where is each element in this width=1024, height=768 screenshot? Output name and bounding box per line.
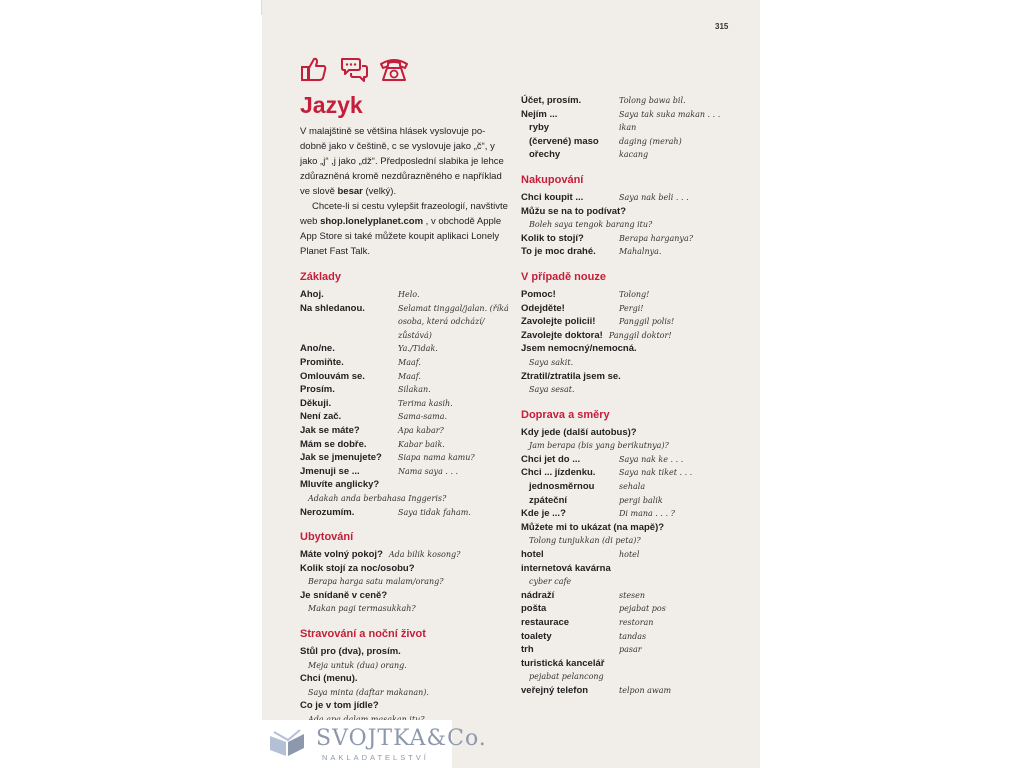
phrase-malay: Adakah anda berbahasa Inggeris?: [308, 493, 447, 503]
phrase-line: [521, 426, 743, 440]
phrase-czech: ryby: [529, 122, 550, 134]
intro-text: lehce zdůrazněná kromě nezdůrazněného e: [300, 156, 504, 182]
phrase-malay: pejabat pos: [619, 604, 666, 614]
phrase-czech: Kolik to stojí?: [521, 232, 584, 244]
phrase-line: [300, 699, 512, 713]
phrase-line: [521, 342, 743, 356]
phrase-entry: [521, 684, 743, 698]
phrase-czech: Mluvíte anglicky?: [300, 479, 380, 491]
phrase-malay: Nama saya . . .: [398, 466, 459, 476]
phrase-czech: restaurace: [521, 617, 570, 628]
phrase-czech: internetová kavárna: [521, 562, 611, 574]
phrase-malay: Makan pagi termasukkah?: [308, 604, 416, 614]
phrase-malay: Pergi!: [619, 303, 644, 313]
phrase-entry: [300, 548, 512, 562]
phrase-malay: tandas: [619, 631, 647, 641]
phrase-malay: Ya./Tidak.: [398, 344, 438, 354]
phrase-entry: [521, 480, 743, 494]
phrase-malay: Saya sesat.: [529, 385, 575, 395]
phrase-czech: jednosměrnou: [529, 481, 595, 493]
phrase-czech: Na shledanou.: [300, 302, 365, 314]
phrase-entry: [521, 232, 743, 246]
phrase-czech: pošta: [521, 603, 547, 615]
page-number: 315: [715, 22, 729, 31]
phrase-czech: Nerozumím.: [300, 506, 355, 518]
page-title: Jazyk: [300, 92, 363, 118]
phrase-entry: [300, 451, 512, 465]
phrase-malay: pejabat pelancong: [529, 672, 604, 682]
phrase-czech: Prosím.: [300, 384, 335, 396]
phrase-malay: Tolong tunjukkan (di peta)?: [529, 536, 641, 546]
phrase-line: [521, 657, 743, 671]
phrase-czech: Děkuji.: [300, 397, 332, 409]
phrase-czech: Kde je ...?: [521, 508, 566, 520]
phrase-line: [521, 205, 743, 219]
phrase-malay: Maaf.: [398, 371, 421, 381]
phrase-czech: Pomoc!: [521, 288, 556, 300]
phrase-list-right: [521, 94, 743, 698]
phrase-list-left: [300, 270, 512, 727]
section-heading: Doprava a směry: [521, 408, 610, 421]
intro-bold-term: shop.lonelyplanet.com: [320, 216, 424, 227]
section-heading: Základy: [300, 271, 341, 283]
phrase-entry: [521, 589, 743, 603]
phrase-malay: Saya tak suka makan . . .: [619, 109, 721, 119]
phrase-entry: [521, 521, 743, 548]
phrase-entry: [521, 302, 743, 316]
phrase-entry: [300, 424, 512, 438]
phrase-entry: [521, 657, 743, 684]
phrase-entry: [300, 302, 512, 343]
phrase-malay: Saya nak beli . . .: [619, 192, 689, 202]
phrase-entry: [300, 410, 512, 424]
section-heading: Nakupování: [521, 173, 584, 186]
phrase-czech: trh: [521, 644, 534, 656]
phrase-malay: Berapa harga satu malam/orang?: [308, 577, 444, 587]
phrase-entry: [521, 426, 743, 453]
publisher-name: SVOJTKA&Co.: [316, 726, 487, 751]
phrase-malay: Saya nak ke . . .: [619, 454, 684, 464]
phrase-malay: Silakan.: [398, 385, 431, 395]
column-right: [521, 94, 743, 698]
phrase-czech: Ano/ne.: [300, 343, 335, 355]
phrase-malay: Helo.: [398, 290, 420, 299]
phrase-entry: [521, 630, 743, 644]
phrase-czech: To je moc drahé.: [521, 246, 596, 258]
phrase-malay: sehala: [619, 482, 646, 492]
phrase-malay: Saya minta (daftar makanan).: [308, 687, 429, 697]
phrase-malay: Di mana . . . ?: [619, 509, 675, 519]
phrase-entry: [521, 94, 743, 108]
intro-text: navštivte web: [300, 201, 508, 227]
phrase-line: [300, 562, 512, 576]
phrase-entry: [521, 507, 743, 521]
phrase-entry: [521, 108, 743, 122]
phrase-czech: Mám se dobře.: [300, 438, 367, 450]
speech-bubbles-icon: [339, 54, 369, 84]
phrase-line: [300, 478, 512, 492]
phrase-malay: stesen: [619, 590, 646, 600]
phrase-malay: pergi balik: [619, 495, 663, 505]
phrase-czech: Chci (menu).: [300, 673, 358, 685]
phrase-malay: Sama-sama.: [398, 412, 448, 422]
phrase-entry: [300, 478, 512, 505]
phrase-malay: Mahalnya.: [619, 247, 662, 257]
phrase-entry: [521, 205, 743, 232]
intro-paragraph: [300, 124, 512, 199]
phrase-malay: Terima kasih.: [398, 398, 453, 408]
phrase-entry: [300, 672, 512, 699]
section-heading: V případě nouze: [521, 270, 606, 283]
intro-bold-term: besar: [337, 186, 363, 197]
phrase-malay: Saya tidak faham.: [398, 507, 471, 517]
phrase-malay: Kabar baik.: [398, 439, 445, 449]
phrase-czech: nádraží: [521, 589, 555, 601]
phrase-malay: Apa kabar?: [398, 425, 444, 435]
phrase-czech: Odejděte!: [521, 302, 565, 314]
phrase-entry: [521, 121, 743, 135]
intro-text: dobně jako v češtině, c se vyslovuje jako „č“,: [300, 141, 488, 152]
phrase-malay: ikan: [619, 123, 637, 133]
phrase-entry: [521, 288, 743, 302]
phrase-czech: Máte volný pokoj?: [300, 549, 383, 561]
phrase-czech: Chci ... jízdenku.: [521, 467, 596, 479]
intro-paragraph-app: [300, 199, 512, 259]
phrase-entry: [300, 589, 512, 616]
phrase-malay: Meja untuk (dua) orang.: [308, 660, 407, 670]
phrase-malay: Jam berapa (bis yang berikutnya)?: [529, 441, 669, 451]
phrase-malay: Berapa harganya?: [619, 233, 694, 243]
phrase-czech: Není zač.: [300, 411, 342, 423]
section-heading: Stravování a noční život: [300, 628, 426, 641]
phrase-czech: Chci koupit ...: [521, 191, 584, 203]
phrase-entry: [521, 315, 743, 329]
phrase-czech: veřejný telefon: [521, 684, 589, 696]
guidebook-page: [262, 0, 760, 768]
phrase-malay: restoran: [619, 618, 654, 627]
section-heading: Ubytování: [300, 531, 354, 544]
intro-text: ,: [425, 216, 429, 227]
phrase-entry: [521, 191, 743, 205]
phrase-malay: Boleh saya tengok barang itu?: [529, 220, 653, 230]
phrase-czech: toalety: [521, 630, 552, 642]
phrase-malay: daging (merah): [619, 136, 682, 146]
intro-text: (velký).: [365, 186, 397, 197]
phrase-czech: Můžete mi to ukázat (na mapě)?: [521, 521, 665, 533]
open-book-logo-icon: [268, 728, 306, 758]
intro-text: v obchodě Apple App Store si také můžete: [300, 216, 502, 242]
intro-text: například ve slově: [300, 171, 502, 197]
phrase-entry: [300, 397, 512, 411]
phrase-czech: Ahoj.: [300, 289, 324, 300]
phrase-entry: [521, 135, 743, 149]
phrase-malay: telpon awam: [619, 685, 672, 695]
section-icons: [299, 54, 409, 84]
phrase-czech: (červené) maso: [529, 135, 599, 147]
phrase-czech: Zavolejte doktora!: [521, 329, 603, 341]
phrase-czech: Chci jet do ...: [521, 453, 581, 465]
phrase-entry: [521, 602, 743, 616]
phrase-line: [300, 589, 512, 603]
phrase-malay: pasar: [619, 645, 642, 655]
telephone-icon: [379, 54, 409, 84]
intro-text: y jako „j“ ,j jako „dž“. Předposlední slabika je: [300, 141, 495, 167]
phrase-czech: zpáteční: [529, 494, 568, 506]
phrase-entry: [300, 370, 512, 384]
phrase-entry: [300, 288, 512, 302]
phrase-czech: Jak se jmenujete?: [300, 452, 382, 464]
intro-text: koupit aplikaci Lonely Planet Fast Talk.: [300, 231, 500, 257]
phrase-czech: Co je v tom jídle?: [300, 700, 379, 712]
phrase-entry: [521, 148, 743, 162]
phrase-entry: [300, 506, 512, 520]
thumbs-up-icon: [299, 54, 329, 84]
phrase-czech: hotel: [521, 549, 544, 561]
phrase-malay: Tolong bawa bil.: [619, 96, 686, 105]
phrase-czech: Promiňte.: [300, 356, 344, 368]
phrase-entry: [521, 562, 743, 589]
phrase-entry: [300, 383, 512, 397]
phrase-malay: kacang: [619, 150, 649, 160]
phrase-entry: [521, 329, 743, 343]
phrase-entry: [521, 245, 743, 259]
phrase-entry: [300, 342, 512, 356]
phrase-entry: [300, 438, 512, 452]
phrase-czech: Jmenuji se ...: [300, 465, 360, 477]
publisher-subtitle: NAKLADATELSTVÍ: [322, 753, 429, 762]
phrase-czech: Jsem nemocný/nemocná.: [521, 343, 637, 355]
phrase-czech: Nejím ...: [521, 108, 558, 120]
phrase-entry: [521, 370, 743, 397]
phrase-entry: [521, 453, 743, 467]
phrase-entry: [521, 342, 743, 369]
phrase-czech: Je snídaně v ceně?: [300, 589, 388, 601]
phrase-entry: [521, 548, 743, 562]
phrase-entry: [521, 643, 743, 657]
phrase-czech: Můžu se na to podívat?: [521, 205, 627, 217]
phrase-entry: [300, 356, 512, 370]
phrase-malay: Tolong!: [619, 289, 650, 299]
intro-text: Chcete-li si cestu vylepšit frazeologií,: [312, 201, 468, 212]
phrase-malay: cyber cafe: [529, 577, 572, 587]
phrase-line: [521, 370, 743, 384]
phrase-czech: ořechy: [529, 149, 561, 161]
phrase-malay: Panggil doktor!: [608, 330, 672, 340]
phrase-entry: [521, 616, 743, 630]
intro-text: V malajštině se většina hlásek vyslovuje po-: [300, 126, 486, 137]
phrase-entry: [521, 494, 743, 508]
phrase-czech: Účet, prosím.: [521, 95, 582, 106]
phrase-czech: Ztratil/ztratila jsem se.: [521, 370, 621, 382]
phrase-entry: [300, 465, 512, 479]
publisher-watermark: [262, 720, 487, 768]
phrase-czech: Kolik stojí za noc/osobu?: [300, 562, 415, 574]
phrase-czech: Jak se máte?: [300, 424, 360, 436]
phrase-malay: hotel: [619, 550, 640, 560]
phrase-line: [521, 521, 743, 535]
phrase-malay: Siapa nama kamu?: [398, 453, 475, 463]
phrase-line: [300, 645, 512, 659]
phrase-line: [521, 562, 743, 576]
phrase-malay: Selamat tinggal/jalan. (říká osoba, která odchází/ zůstává): [398, 303, 509, 340]
phrase-line: [300, 672, 512, 686]
phrase-czech: Kdy jede (další autobus)?: [521, 426, 637, 438]
phrase-czech: turistická kancelář: [521, 657, 605, 669]
phrase-entry: [300, 645, 512, 672]
phrase-malay: Saya nak tiket . . .: [619, 468, 693, 478]
phrase-entry: [300, 562, 512, 589]
phrase-czech: Stůl pro (dva), prosím.: [300, 646, 401, 658]
phrase-czech: Zavolejte policii!: [521, 316, 596, 328]
phrase-malay: Panggil polis!: [619, 317, 675, 327]
phrase-malay: Saya sakit.: [529, 357, 574, 367]
phrase-czech: Omlouvám se.: [300, 370, 365, 382]
phrase-malay: Maaf.: [398, 357, 421, 367]
phrase-entry: [521, 466, 743, 480]
column-left: [300, 124, 512, 727]
phrase-malay: Ada bilik kosong?: [388, 550, 461, 560]
